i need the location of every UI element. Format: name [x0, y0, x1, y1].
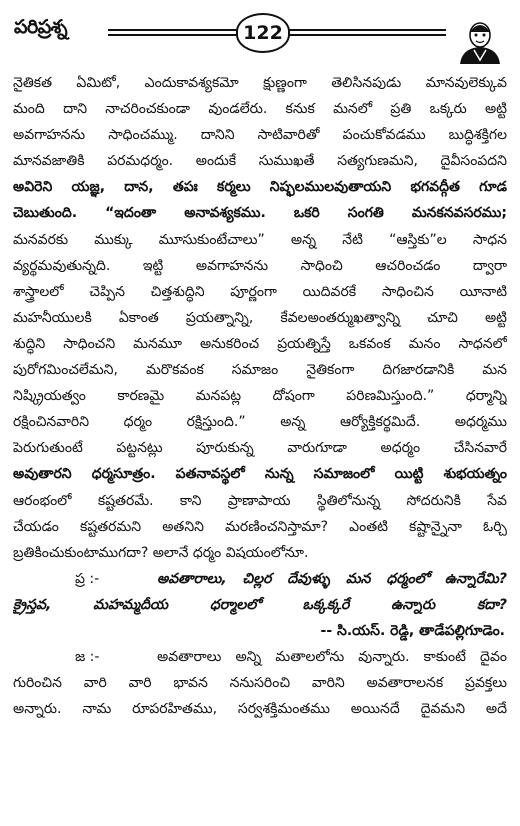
main-paragraph [13, 70, 507, 566]
page-header [0, 0, 520, 64]
question-text-continued: క్రైస్తవ, మహమ్మదీయ ధర్మాలలో ఒక్కక్కరే ఉన్నారు కదా? [13, 596, 507, 613]
paragraph-line: మనవరకు ముక్కు మూసుకుంటేచాలు” అన్న నేటి “ఆస్తికు”ల సాధన [13, 231, 507, 248]
paragraph-line: నైతికత ఏమిటో, ఎందుకావశ్యకమో క్షుణ్ణంగా తెలిసినపుడు మానవులెక్కువ [13, 75, 507, 91]
author-portrait-icon [450, 20, 506, 64]
question-signature: -- సి.యస్. రెడ్డి, తాడేపల్లిగూడెం. [320, 622, 505, 639]
paragraph-line: అవిరెని యజ్ఞ, దాన, తపః కర్మలు నిష్ఫలములవుతాయని భగవద్గీత గూడ [13, 179, 507, 196]
paragraph-line: అవుతారని ధర్మసూత్రం. పతనావస్థలో నున్న సమాజంలో యిట్టి శుభయత్నం [13, 466, 507, 483]
paragraph-line: రక్షించినవారిని ధర్మం రక్షిస్తుంది.” అన్న ఆర్యోక్తికర్థమిదే. అధర్మము [13, 414, 507, 431]
page-number-badge: 122 [236, 13, 290, 53]
question-text: అవతారాలు, చిల్లర దేవుళ్ళు మన ధర్మంలో ఉన్నారేమి? [157, 570, 507, 587]
paragraph-line: ఆరంభంలో కష్టతరమే. కాని ప్రాణాపాయ స్థితిలోనున్న సోదరునికి సేవ [13, 492, 507, 509]
paragraph-line: చేయడం కష్టతరమని అతనిని మరణించనిస్తామా? ఎంతటి కష్టాన్నైనా ఓర్చి [13, 518, 507, 535]
paragraph-line: వ్యర్థమవుతున్నది. ఇట్టి అవగాహనను సాధించి ఆచరించడం ద్వారా [13, 257, 507, 274]
paragraph-line: నిష్క్రియత్వం కారణమై మనపట్ల దోషంగా పరిణమిస్తుంది.” ధర్మాన్ని [13, 388, 507, 405]
answer-tag: జ :- [75, 649, 100, 666]
paragraph-line: మహనీయులకి ఏకాంత ప్రయత్నాన్ని, కేవలఅంతర్ముఖత్వాన్ని చూచి అట్టి [13, 309, 507, 326]
answer-text-line-2: గురించిన వారి వారి భావన ననుసరించి వారిని అవతారాలనక ప్రవక్తలు [13, 675, 507, 692]
paragraph-line: చెబుతుంది. “ఇదంతా అనావశ్యకము. ఒకరి సంగతి మనకనవసరము; [13, 205, 507, 222]
paragraph-line: శాస్త్రాలలో చెప్పిన చిత్తశుద్ధిని పూర్ణంగా యిదివరకే సాధించిన యీనాటి [13, 283, 507, 300]
paragraph-line: పెరుగుతుంటే పట్టనట్లు పూరుకున్న వారుగూడా అధర్మం చేసినవారే [13, 440, 507, 457]
question-tag: ప్ర :- [75, 570, 100, 587]
question-line-1 [13, 566, 507, 592]
answer-line-1 [13, 644, 507, 670]
answer-text: అవతారాలు అన్ని మతాలలోను వున్నారు. కాకుంటే దైవం [157, 649, 507, 666]
paragraph-line: మంది దాని నాచరించకుండా వుండలేరు. కనుక మనలో ప్రతి ఒక్కరు అట్టి [13, 101, 507, 118]
paragraph-line: శుద్ధిని సాధించని మనమూ అనుకరించ ప్రయత్నిస్తే ఒకవంక మనం సాధనలో [13, 335, 507, 352]
running-title: పరిప్రశ్న [14, 16, 68, 38]
paragraph-line: మానవజాతికి పరమధర్మం. అందుకే సుముఖతే సత్యగుణమని, దైవీసంపదని [13, 153, 507, 170]
paragraph-line: అవగాహనను సాధించమ్ము. దానిని సాటివారితో పంచుకోవడము బుద్ధిశక్తిగల [13, 127, 507, 144]
answer-text-line-3: అన్నారు. నామ రూపరహితము, సర్వశక్తిమంతము అయినదే దైవమని అదే [13, 701, 507, 718]
paragraph-line: పురోగమించలేమని, మరొకవంక సమాజం నైతికంగా దిగజారడానికి మన [13, 362, 507, 379]
paragraph-line: బ్రతికించుకుంటాముగదా? అలానే ధర్మం విషయంలోనూ. [13, 544, 309, 561]
page-body [13, 70, 507, 722]
